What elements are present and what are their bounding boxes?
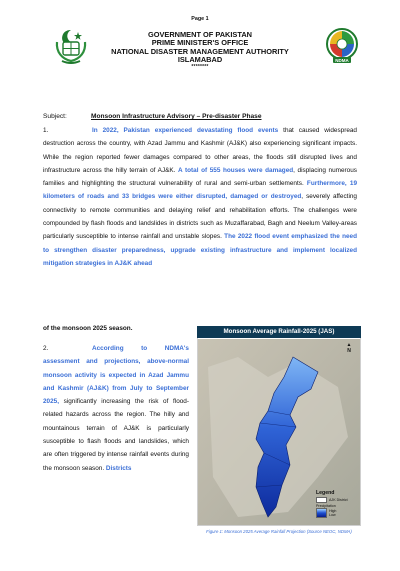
ndma-logo-icon xyxy=(325,28,359,64)
paragraph-2 xyxy=(43,342,189,475)
header-stars: ******** xyxy=(191,63,209,70)
page-number: Page 1 xyxy=(191,16,209,22)
legend-high: High xyxy=(329,509,337,513)
p2-highlight: According to NDMA's assessment and projections, above-normal monsoon activity is expected in Azad Jammu and Kashmir (AJ&K) from July to September 2025, xyxy=(43,345,189,406)
p1-text-1: that caused widespread destruction across the country, with Azad Jammu and Kashmir (AJ&K) also experiencing significant impacts. While the region reported fewer damages compared to other areas, the floods still disrupted lives and infrastructure across the hilly terrain of AJ&K. xyxy=(43,127,357,174)
north-arrow-icon: ▲ N xyxy=(344,342,354,354)
header-line-1: GOVERNMENT OF PAKISTAN xyxy=(147,30,253,39)
paragraph-1-number: 1. xyxy=(43,127,49,134)
north-label: N xyxy=(347,348,351,354)
subject-line xyxy=(43,113,262,120)
figure-caption: Figure 1: Monsoon 2025 Average Rainfall Projection (Source NEOC, NDMA) xyxy=(206,529,352,534)
legend-item-district: AJK District xyxy=(316,497,358,503)
header-line-4: ISLAMABAD xyxy=(177,55,223,65)
legend-title: Legend xyxy=(316,490,335,496)
map-legend xyxy=(316,490,358,519)
map-title: Monsoon Average Rainfall-2025 (JAS) xyxy=(197,326,361,338)
paragraph-2-number: 2. xyxy=(43,345,49,352)
header-line-2: PRIME MINISTER'S OFFICE xyxy=(151,38,249,48)
p2-highlight-end: Districts xyxy=(105,464,132,472)
p1-highlight-4: The 2022 flood event emphasized the need to strengthen disaster preparedness, upgrade existing infrastructure and implement localized mitigation strategies in AJ&K ahead xyxy=(43,233,357,267)
p2-text: significantly increasing the risk of flood-related hazards across the region. The hilly and mountainous terrain of AJ&K is particularly susceptible to flash floods and landslides, which are often triggered by intense rainfall events during the monsoon season. xyxy=(43,398,189,472)
p1-text-3: , severely affecting connectivity to remote communities and delaying relief and rehabilitation efforts. The challenges were compounded by flash floods and landslides in districts such as Muzaffarabad, Bagh and Neelum Valley-areas particularly susceptible to intense rainfall and unstable slopes. xyxy=(43,193,357,241)
subject-title: Monsoon Infrastructure Advisory – Pre-disaster Phase xyxy=(91,113,262,120)
header-line-3: NATIONAL DISASTER MANAGEMENT AUTHORITY xyxy=(111,46,289,56)
legend-item-precip-label: Precipitation xyxy=(316,504,336,508)
p1-highlight-3: Furthermore, 19 kilometers of roads and 33 bridges were either disrupted, damaged or destroyed xyxy=(43,180,357,201)
legend-low: Low xyxy=(329,513,336,517)
p1-tail: of the monsoon 2025 season. xyxy=(43,325,133,332)
ndma-logo-text: NDMA xyxy=(335,58,349,63)
subject-label: Subject: xyxy=(43,113,67,120)
p1-highlight-1: In 2022, Pakistan experienced devastating flood events xyxy=(92,127,279,134)
p1-text-2: , displacing numerous families and highlighting the structural vulnerability of rural and semi-urban settlements. xyxy=(43,166,357,188)
p1-highlight-2: A total of 555 houses were damaged xyxy=(178,166,294,174)
paragraph-1 xyxy=(43,124,357,270)
legend-item-ramp xyxy=(316,508,358,518)
